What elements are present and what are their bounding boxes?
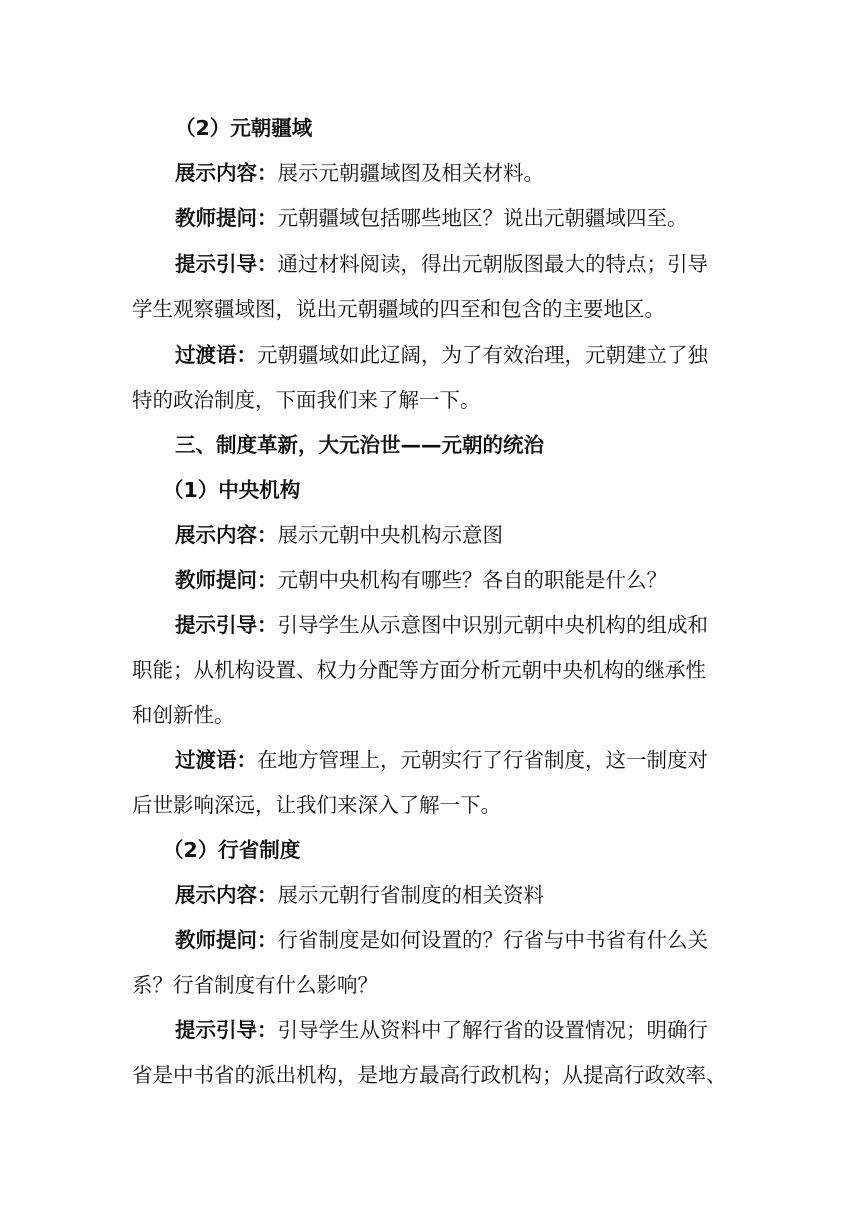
paragraph-label: 教师提问： [175, 928, 278, 952]
paragraph-text: 通过材料阅读，得出元朝版图最大的特点；引导 [277, 252, 708, 276]
paragraph-text: 元朝疆域如此辽阔，为了有效治理，元朝建立了独 [257, 343, 708, 367]
paragraph-label: 展示内容： [175, 883, 278, 907]
paragraph-text: 引导学生从资料中了解行省的设置情况；明确行 [277, 1018, 708, 1042]
paragraph-display-content [0, 158, 860, 188]
paragraph-label: 提示引导： [175, 252, 278, 276]
paragraph-guidance-line2 [0, 655, 860, 685]
paragraph-label: 过渡语： [175, 343, 257, 367]
paragraph-text: 元朝疆域包括哪些地区？说出元朝疆域四至。 [277, 206, 688, 230]
paragraph-text: 职能；从机构设置、权力分配等方面分析元朝中央机构的继承性 [132, 658, 706, 682]
paragraph-text: 行省制度是如何设置的？行省与中书省有什么关 [277, 928, 708, 952]
paragraph-label: 提示引导： [175, 1018, 278, 1042]
paragraph-text: 学生观察疆域图，说出元朝疆域的四至和包含的主要地区。 [132, 297, 665, 321]
paragraph-transition-line1 [0, 340, 860, 370]
paragraph-text: 展示元朝中央机构示意图 [277, 523, 503, 547]
paragraph-guidance-line1 [0, 610, 860, 640]
paragraph-transition-line2 [0, 385, 860, 415]
paragraph-text: 引导学生从示意图中识别元朝中央机构的组成和 [277, 613, 708, 637]
heading-province-system: （2）行省制度 [163, 838, 301, 862]
paragraph-teacher-question-line2 [0, 970, 860, 1000]
paragraph-transition-line2 [0, 790, 860, 820]
heading-central-institutions: （1）中央机构 [163, 478, 301, 502]
paragraph-text: 后世影响深远，让我们来深入了解一下。 [132, 793, 501, 817]
paragraph-label: 过渡语： [175, 748, 257, 772]
paragraph-guidance-line2 [0, 1060, 860, 1090]
paragraph-display-content [0, 520, 860, 550]
paragraph-teacher-question-line1 [0, 925, 860, 955]
paragraph-transition-line1 [0, 745, 860, 775]
paragraph-label: 展示内容： [175, 161, 278, 185]
paragraph-teacher-question [0, 203, 860, 233]
paragraph-text: 省是中书省的派出机构，是地方最高行政机构；从提高行政效率、 [132, 1063, 727, 1087]
paragraph-label: 教师提问： [175, 206, 278, 230]
paragraph-label: 展示内容： [175, 523, 278, 547]
paragraph-display-content [0, 880, 860, 910]
paragraph-text: 展示元朝行省制度的相关资料 [277, 883, 544, 907]
heading-section-three: 三、制度革新，大元治世——元朝的统治 [175, 433, 544, 457]
paragraph-text: 特的政治制度，下面我们来了解一下。 [132, 388, 481, 412]
paragraph-text: 元朝中央机构有哪些？各自的职能是什么？ [277, 568, 667, 592]
paragraph-guidance-line2 [0, 294, 860, 324]
paragraph-label: 提示引导： [175, 613, 278, 637]
paragraph-guidance-line1 [0, 1015, 860, 1045]
paragraph-label: 教师提问： [175, 568, 278, 592]
paragraph-text: 系？行省制度有什么影响？ [132, 973, 378, 997]
paragraph-teacher-question [0, 565, 860, 595]
paragraph-text: 在地方管理上，元朝实行了行省制度，这一制度对 [257, 748, 708, 772]
paragraph-text: 和创新性。 [132, 703, 235, 727]
heading-yuan-territory: （2）元朝疆域 [175, 116, 313, 140]
paragraph-guidance-line3 [0, 700, 860, 730]
paragraph-guidance-line1 [0, 249, 860, 279]
paragraph-text: 展示元朝疆域图及相关材料。 [277, 161, 544, 185]
